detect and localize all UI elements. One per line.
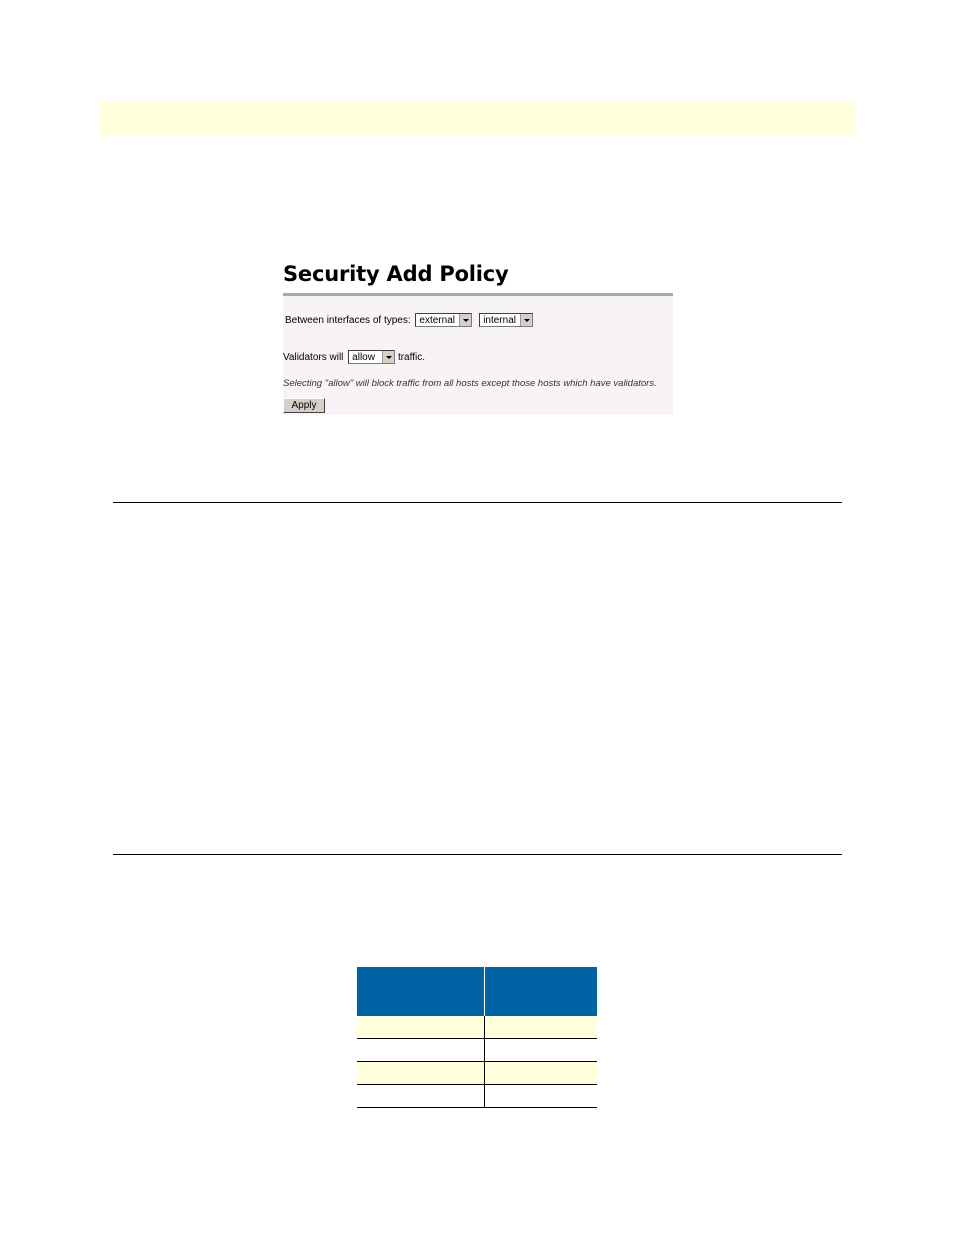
column-divider [484, 1039, 485, 1062]
chevron-down-icon[interactable] [382, 351, 394, 363]
interface-to-select[interactable] [479, 313, 533, 327]
table-header [357, 967, 597, 1016]
interfaces-row [285, 313, 533, 327]
table-row [357, 1085, 597, 1108]
section-divider [113, 502, 842, 503]
interface-from-value: external [419, 315, 455, 326]
column-divider [484, 1016, 485, 1039]
header-band [99, 102, 855, 135]
validators-select[interactable] [348, 350, 395, 364]
column-divider [484, 1062, 485, 1085]
interfaces-label: Between interfaces of types: [285, 314, 411, 326]
column-divider [484, 1085, 485, 1108]
section-divider [113, 854, 842, 855]
interface-from-select[interactable] [415, 313, 472, 327]
policy-note: Selecting "allow" will block traffic from all hosts except those hosts which have validators. [283, 378, 657, 389]
page-title: Security Add Policy [283, 262, 509, 286]
table-row [357, 1062, 597, 1085]
validators-row [283, 350, 425, 364]
table-row [357, 1039, 597, 1062]
validators-value: allow [352, 352, 375, 363]
chevron-down-icon[interactable] [520, 314, 532, 326]
table-row [357, 1016, 597, 1039]
chevron-down-icon[interactable] [459, 314, 471, 326]
interface-to-value: internal [483, 315, 516, 326]
column-divider [484, 967, 485, 1016]
apply-button[interactable]: Apply [283, 398, 325, 413]
policy-form [283, 296, 673, 415]
traffic-label: traffic. [397, 351, 425, 363]
validators-label: Validators will [283, 351, 344, 363]
